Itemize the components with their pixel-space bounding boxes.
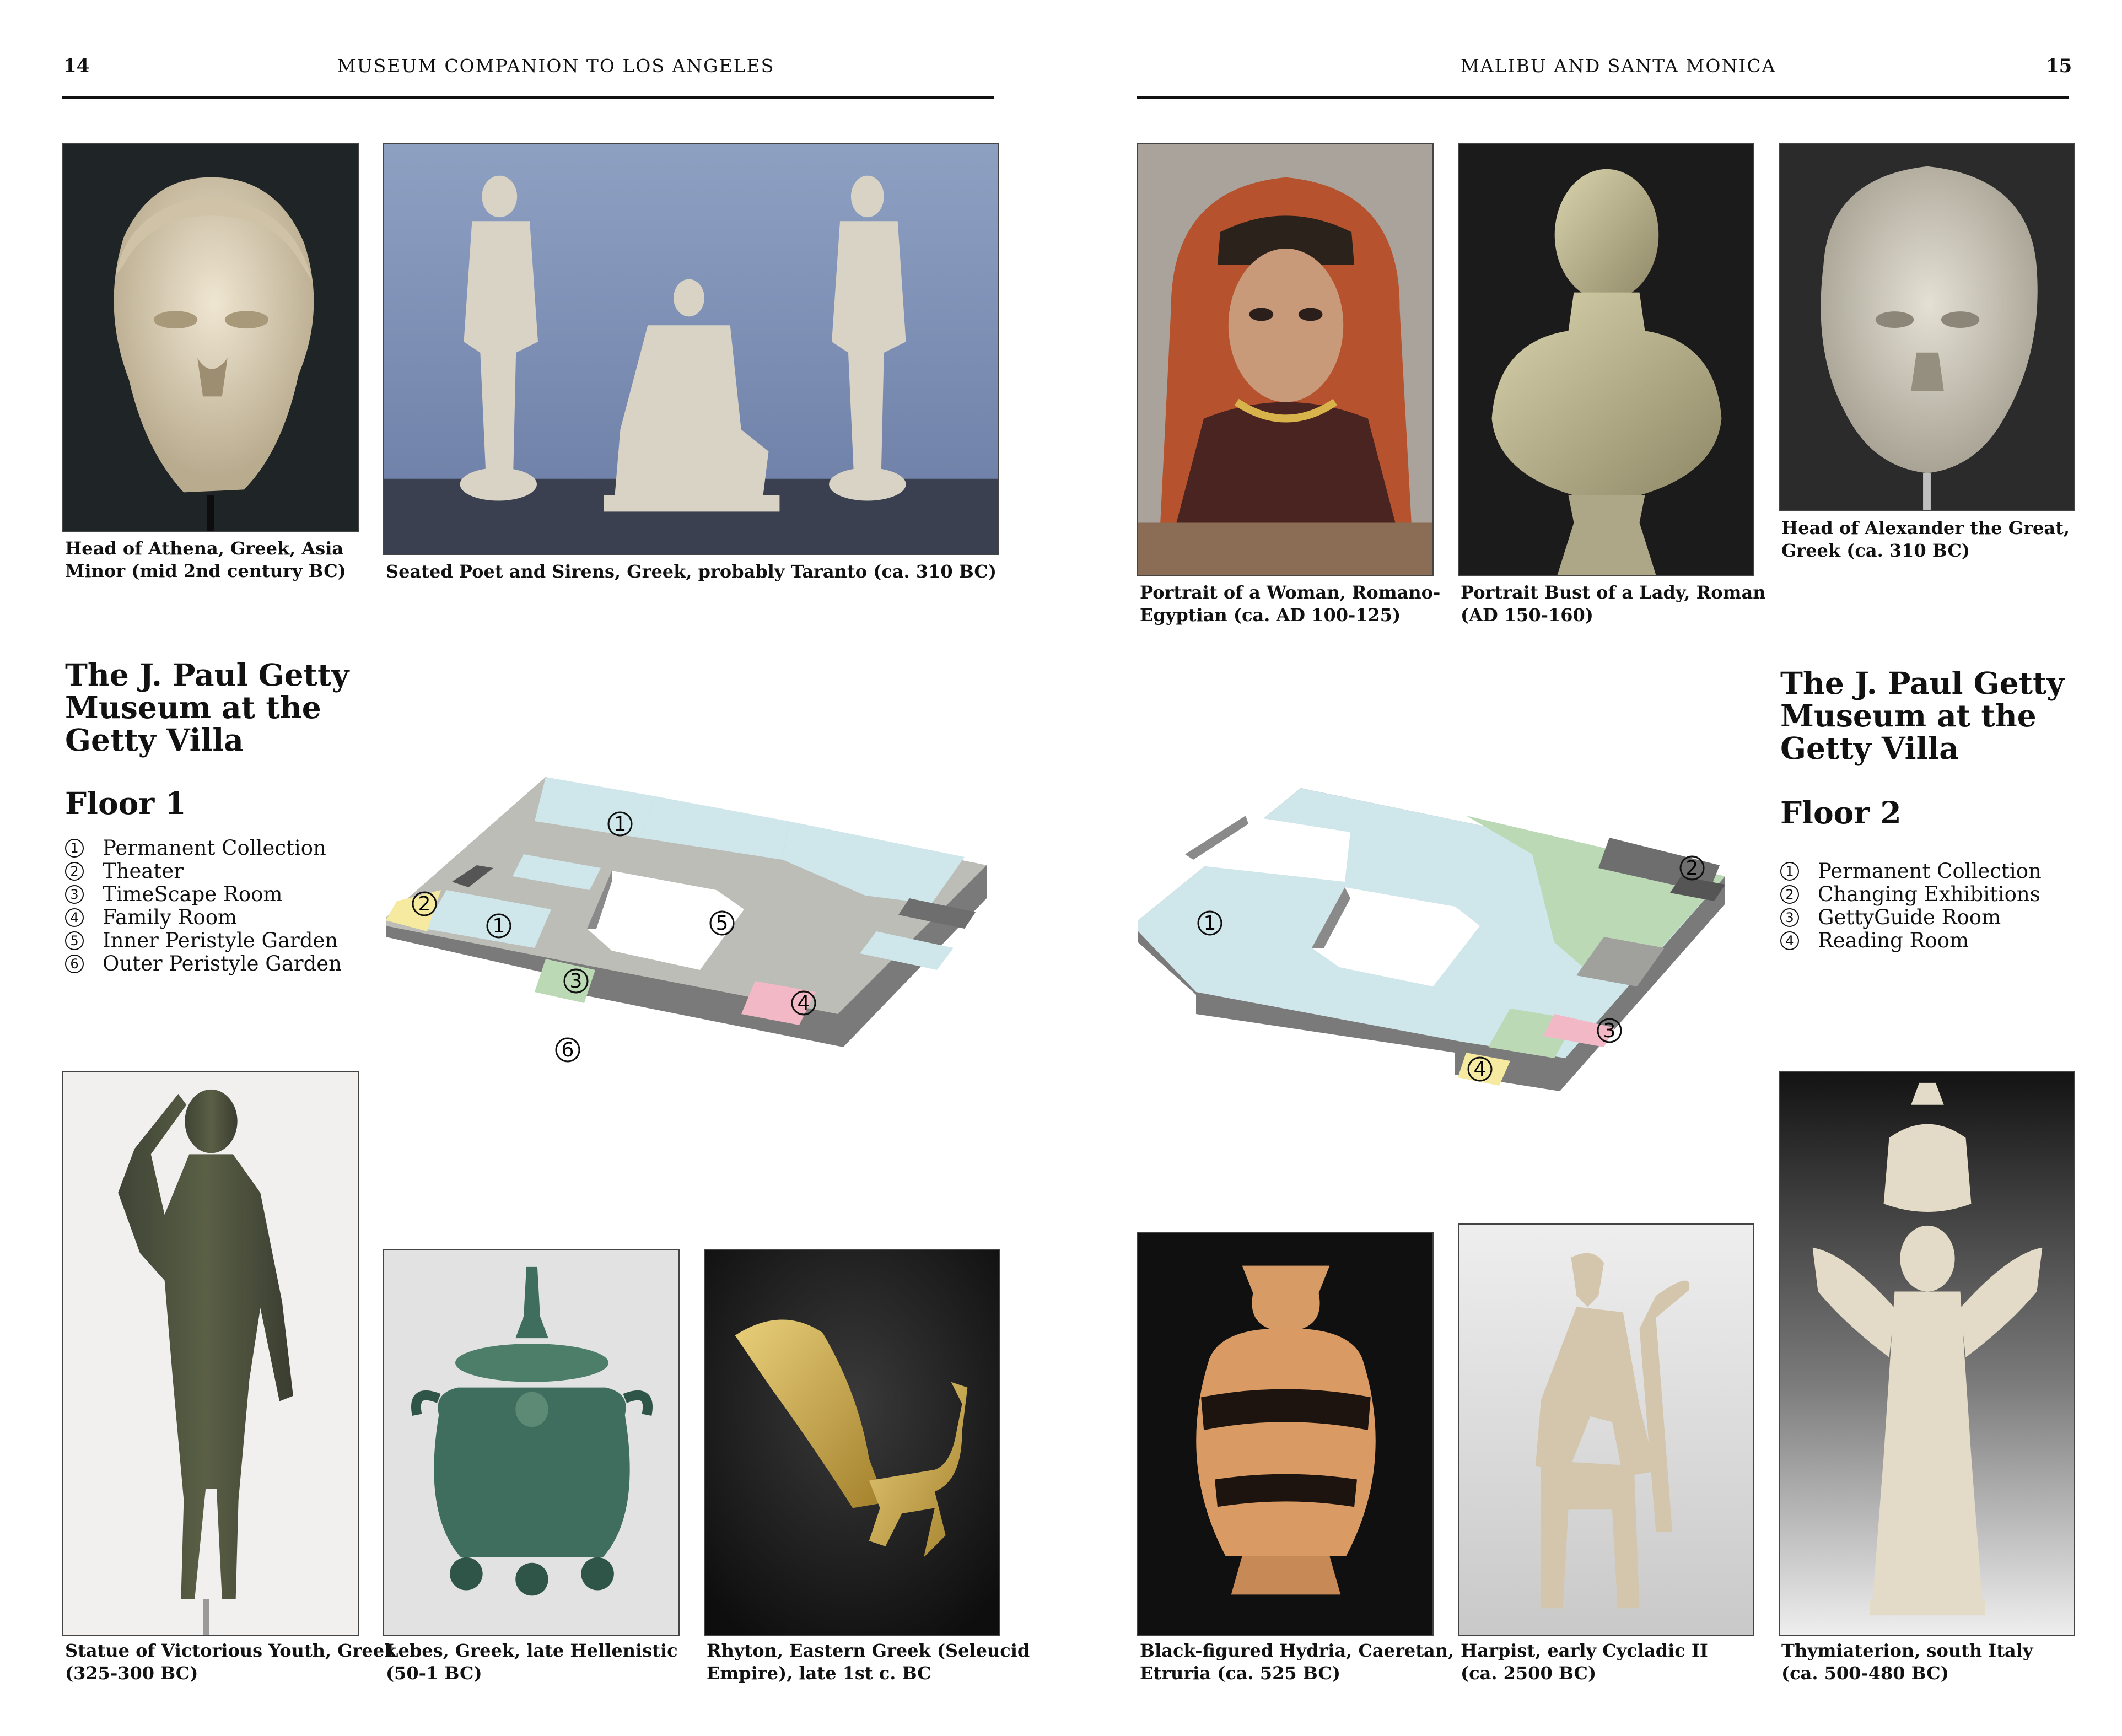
legend-label: Theater	[103, 859, 184, 883]
floor-2-legend-item	[1780, 906, 2042, 929]
right-page-number: 15	[2046, 55, 2072, 77]
legend-label: Reading Room	[1818, 929, 1969, 952]
victorious-youth-caption: Statue of Victorious Youth, Greek (325-300 BC)	[65, 1640, 397, 1684]
left-header-rule	[62, 96, 994, 99]
harpist-caption: Harpist, early Cycladic II (ca. 2500 BC)	[1461, 1640, 1708, 1684]
floor-1-legend-item	[65, 860, 342, 883]
legend-label: GettyGuide Room	[1818, 905, 2001, 929]
floor-2-legend-item	[1780, 860, 2042, 883]
map-marker-label: 4	[797, 992, 810, 1015]
alexander-caption: Head of Alexander the Great, Greek (ca. 310 BC)	[1781, 517, 2070, 561]
floor-1-legend-item	[65, 883, 342, 906]
floor-2-map	[1135, 783, 1736, 1102]
right-museum-title: The J. Paul Getty Museum at the Getty Villa	[1780, 665, 2065, 766]
map-marker-label: 4	[1473, 1058, 1487, 1081]
legend-number-circle: 2	[65, 862, 84, 881]
map-marker-label: 2	[1685, 857, 1699, 880]
right-header-rule	[1137, 96, 2069, 99]
lebes-caption: Lebes, Greek, late Hellenistic (50-1 BC)	[386, 1640, 678, 1684]
left-page-number: 14	[63, 55, 90, 77]
portrait-woman-caption: Portrait of a Woman, Romano- Egyptian (ca. AD 100-125)	[1140, 582, 1441, 626]
legend-label: Outer Peristyle Garden	[103, 952, 342, 975]
legend-number-circle: 4	[65, 908, 84, 927]
rhyton-caption: Rhyton, Eastern Greek (Seleucid Empire), late 1st c. BC	[707, 1640, 1030, 1684]
legend-label: Family Room	[103, 905, 238, 929]
map-marker-label: 5	[715, 912, 729, 935]
right-running-header: MALIBU AND SANTA MONICA	[1461, 55, 1776, 77]
floor-1-legend-item	[65, 837, 342, 860]
portrait-woman-photo	[1137, 143, 1434, 576]
legend-label: Inner Peristyle Garden	[103, 929, 338, 952]
victorious-youth-photo	[62, 1071, 359, 1636]
legend-label: Permanent Collection	[1818, 859, 2042, 883]
bust-lady-photo	[1458, 143, 1754, 576]
left-museum-title: The J. Paul Getty Museum at the Getty Villa	[65, 657, 349, 758]
hydria-caption: Black-figured Hydria, Caeretan, Etruria (ca. 525 BC)	[1140, 1640, 1455, 1684]
right-page	[1061, 0, 2122, 1736]
left-floor-legend	[65, 837, 342, 975]
map-marker-label: 6	[561, 1039, 574, 1061]
floor-2-legend-item	[1780, 929, 2042, 952]
legend-number-circle: 2	[1780, 885, 1799, 904]
left-floor-heading: Floor 1	[65, 785, 186, 821]
floor-1-legend-item	[65, 929, 342, 952]
floor-1-legend-item	[65, 906, 342, 929]
poet-sirens-caption: Seated Poet and Sirens, Greek, probably Taranto (ca. 310 BC)	[386, 561, 997, 582]
right-floor-legend	[1780, 860, 2042, 952]
alexander-photo	[1779, 143, 2075, 511]
legend-number-circle: 3	[65, 885, 84, 904]
map-marker-label: 2	[418, 893, 431, 915]
left-running-header: MUSEUM COMPANION TO LOS ANGELES	[337, 55, 775, 77]
legend-number-circle: 1	[1780, 862, 1799, 881]
legend-number-circle: 4	[1780, 931, 1799, 950]
legend-label: TimeScape Room	[103, 882, 283, 906]
rhyton-photo	[704, 1249, 1000, 1636]
athena-photo	[62, 143, 359, 532]
legend-number-circle: 6	[65, 955, 84, 973]
map-marker-label: 1	[1203, 912, 1216, 935]
floor-1-map	[380, 772, 998, 1080]
thymiaterion-photo	[1779, 1071, 2075, 1636]
poet-sirens-photo	[383, 143, 999, 555]
legend-label: Changing Exhibitions	[1818, 882, 2040, 906]
legend-label: Permanent Collection	[103, 836, 326, 860]
harpist-photo	[1458, 1223, 1754, 1636]
legend-number-circle: 5	[65, 931, 84, 950]
thymiaterion-caption: Thymiaterion, south Italy (ca. 500-480 BC)	[1781, 1640, 2033, 1684]
floor-2-legend-item	[1780, 883, 2042, 906]
right-floor-heading: Floor 2	[1780, 795, 1902, 831]
bust-lady-caption: Portrait Bust of a Lady, Roman (AD 150-160)	[1461, 582, 1766, 626]
floor-1-legend-item	[65, 952, 342, 975]
map-marker-label: 3	[569, 970, 583, 993]
map-marker-label: 1	[613, 813, 627, 835]
map-marker-label: 3	[1603, 1020, 1616, 1042]
athena-caption: Head of Athena, Greek, Asia Minor (mid 2nd century BC)	[65, 538, 346, 581]
legend-number-circle: 3	[1780, 908, 1799, 927]
lebes-photo	[383, 1249, 680, 1636]
legend-number-circle: 1	[65, 839, 84, 858]
hydria-photo	[1137, 1232, 1434, 1636]
map-marker-label: 1	[492, 915, 505, 937]
